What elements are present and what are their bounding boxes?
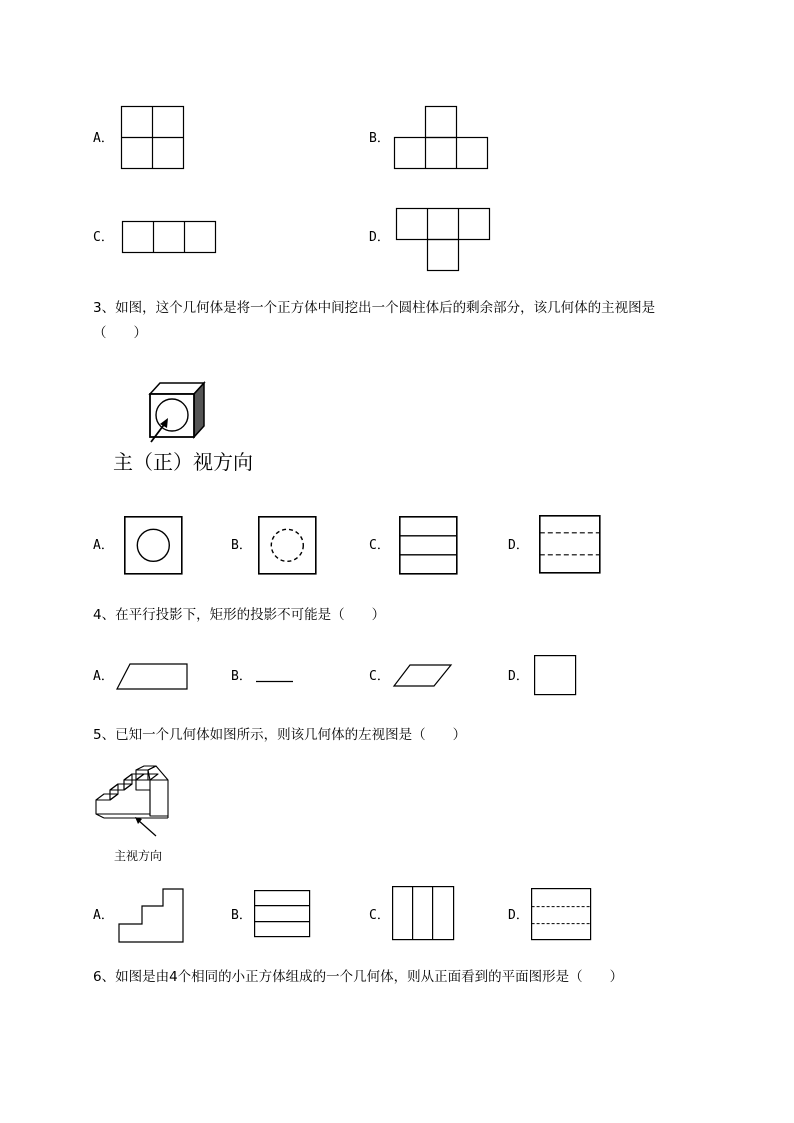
option-c-label: C． [369,538,390,553]
q3-option-c-figure[interactable] [399,516,459,576]
q4-option-c-figure[interactable] [393,664,453,688]
q4-option-d-figure[interactable] [534,655,578,697]
option-c-label: C． [369,908,390,923]
q4-option-b-figure[interactable] [256,680,296,684]
option-c-label: C． [93,230,114,245]
q3-option-b-figure[interactable] [258,516,318,576]
option-a-label: A． [93,538,114,553]
option-d-label: D． [508,538,529,553]
q2-option-a-figure[interactable] [121,106,185,170]
option-d-label: D． [508,669,529,684]
option-b-label: B． [231,669,252,684]
q5-option-b-figure[interactable] [254,890,312,940]
q4-option-a-figure[interactable] [116,663,190,691]
stair-solid-figure [92,766,174,838]
option-a-label: A． [93,669,114,684]
option-b-label: B． [231,538,252,553]
question-3-text: 3、如图，这个几何体是将一个正方体中间挖出一个圆柱体后的剩余部分，该几何体的主视图是 [93,300,656,316]
q5-option-d-figure[interactable] [531,888,593,942]
cube-with-hole-figure [140,380,210,450]
option-c-label: C． [369,669,390,684]
question-4-text: 4、在平行投影下，矩形的投影不可能是（ ） [93,607,386,623]
q5-option-a-figure[interactable] [118,888,186,945]
option-d-label: D． [369,230,390,245]
q3-figure-caption: 主（正）视方向 [113,450,253,474]
option-a-label: A． [93,908,114,923]
option-a-label: A． [93,131,114,146]
q2-option-c-figure[interactable] [122,221,218,254]
q5-option-c-figure[interactable] [392,886,456,942]
option-b-label: B． [369,131,390,146]
q2-option-d-figure[interactable] [396,208,492,272]
q2-option-b-figure[interactable] [394,106,490,170]
q3-option-a-figure[interactable] [124,516,184,576]
question-6-text: 6、如图是由4个相同的小正方体组成的一个几何体，则从正面看到的平面图形是（ ） [93,969,624,985]
q5-figure-caption: 主视方向 [114,849,163,863]
question-3-paren: （ ） [93,325,147,341]
q3-option-d-figure[interactable] [539,515,602,575]
option-d-label: D． [508,908,529,923]
option-b-label: B． [231,908,252,923]
question-5-text: 5、已知一个几何体如图所示，则该几何体的左视图是（ ） [93,727,467,743]
